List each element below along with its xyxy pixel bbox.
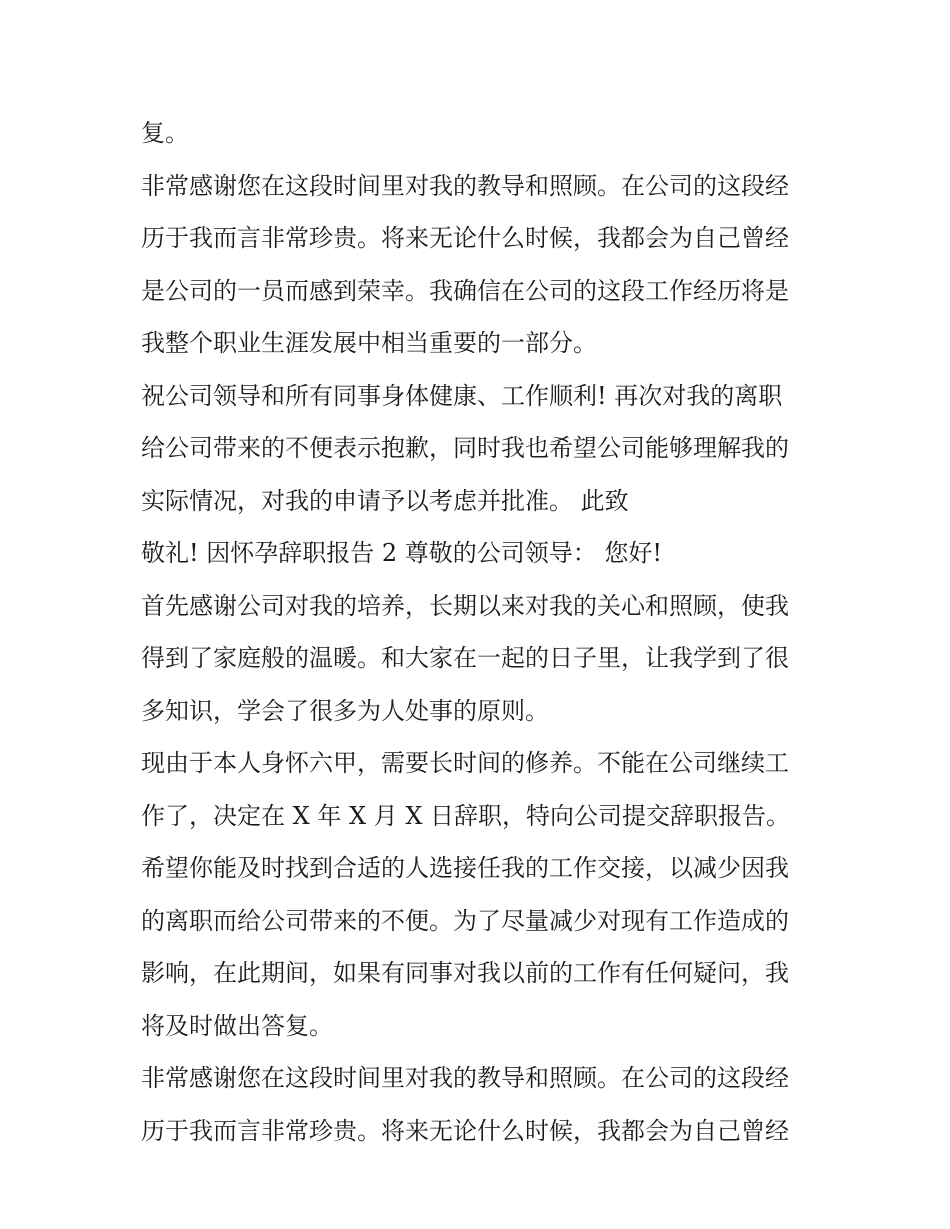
text-line: 给公司带来的不便表示抱歉，同时我也希望公司能够理解我的 <box>141 434 789 462</box>
text-line: 复。 <box>141 119 189 147</box>
text-line: 非常感谢您在这段时间里对我的教导和照顾。在公司的这段经 <box>141 171 789 200</box>
text-line: 多知识，学会了很多为人处事的原则。 <box>141 696 549 725</box>
document-body <box>141 107 821 1157</box>
text-line: 历于我而言非常珍贵。将来无论什么时候，我都会为自己曾经 <box>141 1116 789 1145</box>
text-line: 首先感谢公司对我的培养，长期以来对我的关心和照顾，使我 <box>141 591 789 620</box>
text-line: 的离职而给公司带来的不便。为了尽量减少对现有工作造成的 <box>141 906 789 935</box>
text-line: 祝公司领导和所有同事身体健康、工作顺利! 再次对我的离职 <box>141 381 783 410</box>
text-line: 历于我而言非常珍贵。将来无论什么时候，我都会为自己曾经 <box>141 224 789 252</box>
text-line: 我整个职业生涯发展中相当重要的一部分。 <box>141 329 597 357</box>
text-line: 将及时做出答复。 <box>141 1011 333 1040</box>
text-line: 非常感谢您在这段时间里对我的教导和照顾。在公司的这段经 <box>141 1064 789 1092</box>
text-line: 敬礼! 因怀孕辞职报告 2 尊敬的公司领导： 您好! <box>141 539 663 567</box>
text-line: 希望你能及时找到合适的人选接任我的工作交接，以减少因我 <box>141 854 789 882</box>
text-line: 是公司的一员而感到荣幸。我确信在公司的这段工作经历将是 <box>141 276 789 305</box>
text-line: 作了，决定在 X 年 X 月 X 日辞职，特向公司提交辞职报告。 <box>141 801 791 830</box>
text-line: 得到了家庭般的温暖。和大家在一起的日子里，让我学到了很 <box>141 644 789 672</box>
text-line: 实际情况，对我的申请予以考虑并批准。 此致 <box>141 486 629 515</box>
text-line: 影响，在此期间，如果有同事对我以前的工作有任何疑问，我 <box>141 959 789 987</box>
text-line: 现由于本人身怀六甲，需要长时间的修养。不能在公司继续工 <box>141 749 789 777</box>
